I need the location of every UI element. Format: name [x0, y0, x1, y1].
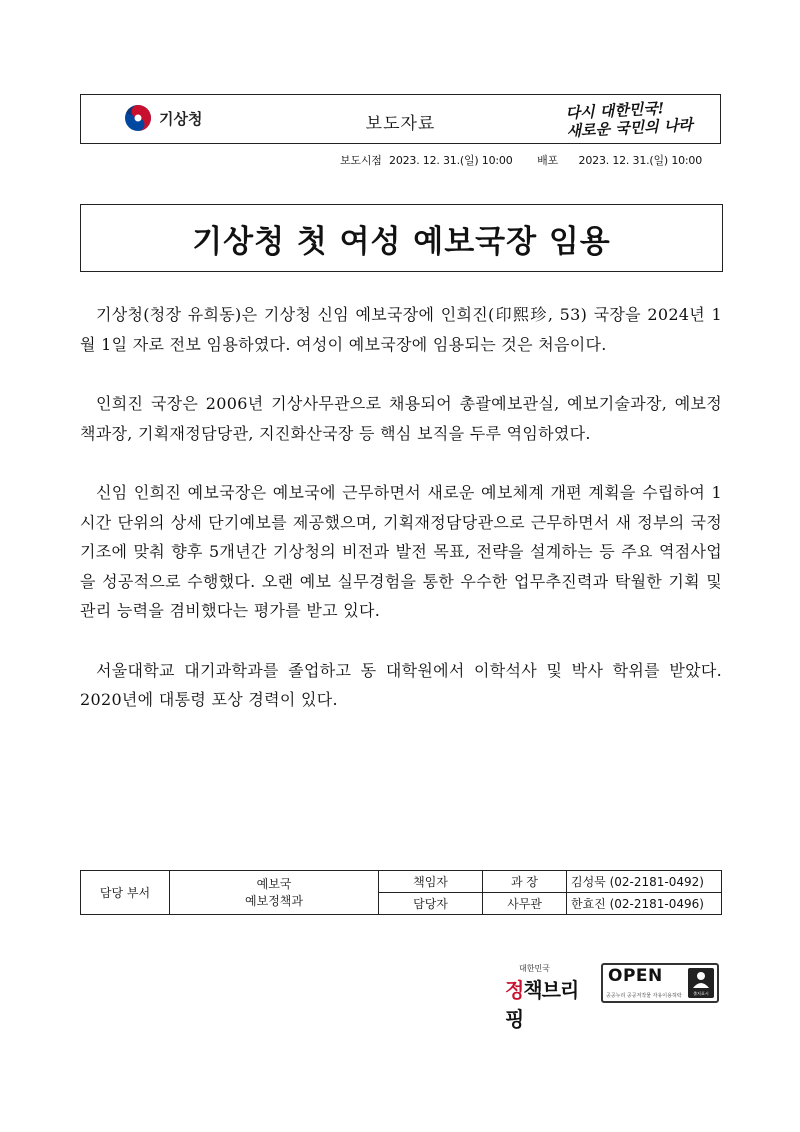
press-release-label: 보도자료 [365, 114, 436, 134]
person-cell: 김성묵 (02-2181-0492) [567, 871, 722, 893]
footer-logos [505, 963, 719, 1031]
policy-briefing-logo [505, 963, 587, 1031]
agency-name: 기상청 [159, 109, 203, 128]
paragraph-4: 서울대학교 대기과학과를 졸업하고 동 대학원에서 이학석사 및 박사 학위를 받았다. 2020년에 대통령 포상 경력이 있다. [80, 660, 722, 709]
briefing-small-text: 대한민국 [519, 964, 550, 973]
person-cell: 한효진 (02-2181-0496) [567, 893, 722, 915]
attribution-icon [688, 968, 714, 998]
briefing-big-text: 정책브리핑 [505, 978, 579, 1031]
dept-value [170, 871, 379, 915]
header-box [80, 94, 721, 144]
kogl-open-badge [601, 963, 719, 1003]
open-subtext: 공공누리 공공저작물 자유이용허락 [606, 993, 682, 999]
dept-line2: 예보정책과 [245, 893, 303, 908]
contact-row [81, 871, 722, 893]
slogan-line1: 다시 대한민국! [564, 99, 665, 123]
dept-line1: 예보국 [256, 876, 292, 891]
position-cell: 사무관 [483, 893, 567, 915]
role-cell: 책임자 [379, 871, 483, 893]
dept-label: 담당 부서 [81, 871, 170, 915]
paragraph-1: 기상청(청장 유희동)은 기상청 신임 예보국장에 인희진(印熙珍, 53) 국장을 2024년 1월 1일 자로 전보 임용하였다. 여성이 예보국장에 임용되는 것은 처음이다. [80, 305, 722, 354]
role-cell: 담당자 [379, 893, 483, 915]
slogan [565, 98, 693, 141]
paragraph-3: 신임 인희진 예보국장은 예보국에 근무하면서 새로운 예보체계 개편 계획을 수립하여 1시간 단위의 상세 단기예보를 제공했으며, 기획재정담당관으로 근무하면서 새 정부의 국정 기조에 맞춰 향후 5개년간 기상청의 비전과 발전 목표, 전략을 설계하는 등 주요 역점사업을 성공적으로 수행했다. 오랜 예보 실무경험을 통한 우수한 업무추진력과 탁월한 기획 및 관리 능력을 겸비했다는 평가를 받고 있다. [80, 483, 722, 620]
release-label: 보도시점 [340, 154, 382, 167]
distribute-label: 배포 [537, 154, 558, 167]
release-time: 2023. 12. 31.(일) 10:00 [389, 154, 513, 167]
position-cell: 과 장 [483, 871, 567, 893]
contact-table [80, 870, 722, 915]
distribute-time: 2023. 12. 31.(일) 10:00 [578, 154, 703, 167]
dateline [340, 152, 702, 168]
person-icon [688, 968, 714, 990]
attribution-label: 출처표시 [693, 991, 709, 996]
page-title: 기상청 첫 여성 예보국장 임용 [192, 223, 611, 260]
open-text: OPEN [608, 966, 663, 986]
title-box [80, 204, 723, 272]
slogan-line2: 새로운 국민의 나라 [565, 115, 693, 141]
paragraph-2: 인희진 국장은 2006년 기상사무관으로 채용되어 총괄예보관실, 예보기술과장, 예보정책과장, 기획재정담당관, 지진화산국장 등 핵심 보직을 두루 역임하였다. [80, 394, 722, 443]
article-body [80, 300, 722, 745]
